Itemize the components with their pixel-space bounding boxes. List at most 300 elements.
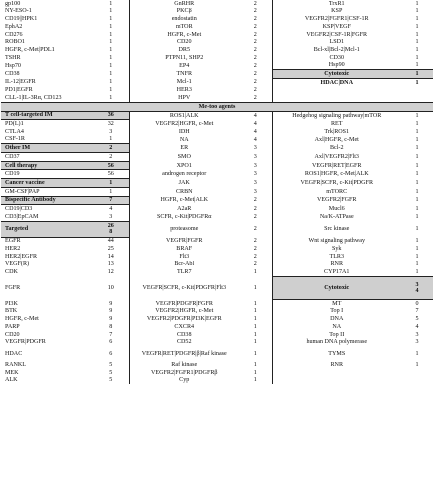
target-name-cell: Hsp70 <box>5 62 21 69</box>
target-name-cell: VEGFR2|HGFR, c-Met <box>129 120 239 128</box>
target-name-cell: VEGFR2|PDGFR|PI3K|EGFR <box>129 315 239 323</box>
count-cell: 2 <box>253 95 257 102</box>
count-cell: 6 <box>109 350 113 357</box>
count-value: 3 <box>415 281 419 288</box>
target-name-cell: TNFR <box>129 70 239 79</box>
target-name-cell: CRBN <box>129 187 239 196</box>
count-cell: 7 <box>93 196 129 205</box>
target-name-cell: Bcr-Abl <box>129 261 239 269</box>
count-cell: 1 <box>415 128 419 135</box>
count-cell: 44 <box>107 238 114 245</box>
table-row <box>1 0 433 8</box>
table-row <box>1 46 433 54</box>
count-cell: 1 <box>109 8 113 15</box>
target-name-cell: Flt3 <box>129 253 239 261</box>
count-cell: 1 <box>401 70 433 79</box>
count-cell: 1 <box>415 162 419 169</box>
count-cell: 1 <box>415 246 419 253</box>
count-cell: 3 <box>253 145 257 152</box>
count-cell: 3 <box>109 128 113 135</box>
count-cell: 2 <box>253 31 257 38</box>
count-cell: 1 <box>109 188 113 195</box>
target-name-cell: BTK <box>5 308 18 315</box>
target-name-cell: TLR7 <box>129 268 239 276</box>
count-cell: 4 <box>253 120 257 127</box>
target-name-cell: IL-12|EGFR <box>5 79 36 86</box>
target-name-cell: JAK <box>129 179 239 188</box>
target-name-cell: KSP <box>272 8 401 16</box>
count-cell: 1 <box>415 253 419 260</box>
count-cell: 2 <box>93 144 129 153</box>
count-cell: 1 <box>415 350 419 357</box>
table-row <box>1 323 433 331</box>
target-name-cell: Cytotoxic <box>272 277 401 300</box>
count-cell: 5 <box>109 377 113 384</box>
target-name-cell: Axl|HGFR, c-Met <box>272 136 401 144</box>
target-name-cell: FGFR <box>5 284 21 291</box>
count-cell: 1 <box>109 70 113 77</box>
target-name-cell: TYMS <box>272 346 401 361</box>
count-cell: 4 <box>253 128 257 135</box>
table-row <box>1 31 433 39</box>
count-cell: 1 <box>253 300 257 307</box>
target-name-cell: CD19||HPK1 <box>5 16 38 23</box>
target-name-cell: VEGFR|SCFR, c-Kit|PDGFR <box>272 179 401 188</box>
target-name-cell: VEGFR|SCFR, c-Kit|PDGFR|Flt3 <box>129 277 239 300</box>
target-name-cell: PD1|EGFR <box>5 87 33 94</box>
target-name-cell: HPV <box>129 94 239 102</box>
count-cell: 1 <box>253 361 257 368</box>
table-row <box>1 38 433 46</box>
target-name-cell: Cyp <box>129 377 239 385</box>
count-cell: 1 <box>253 350 257 357</box>
count-cell: 2 <box>253 213 257 220</box>
target-name-cell: proteasome <box>129 221 239 237</box>
section-header: Me-too agents <box>1 102 433 111</box>
count-cell: 9 <box>109 316 113 323</box>
count-cell: 1 <box>109 95 113 102</box>
count-cell: 12 <box>107 269 114 276</box>
count-cell: 3 <box>253 153 257 160</box>
count-cell: 1 <box>253 331 257 338</box>
target-name-cell: HGFR, c-Met <box>129 31 239 39</box>
table-row <box>1 205 433 213</box>
target-name-cell: Mcl-1 <box>129 78 239 86</box>
table-row <box>1 369 433 377</box>
count-cell: 3 <box>415 339 419 346</box>
target-name-cell: VEGFR2|HGFR, c-Met <box>129 308 239 316</box>
target-name-cell: CYP17A1 <box>272 268 401 276</box>
target-name-cell: CD38 <box>5 70 20 77</box>
count-cell: 2 <box>253 246 257 253</box>
table-row <box>1 62 433 70</box>
target-name-cell: VEGFR|PDGFR|FGFR <box>129 300 239 308</box>
count-cell: 1 <box>415 39 419 46</box>
target-name-cell: Hedgehog signaling pathway|mTOR <box>272 111 401 120</box>
count-cell: 1 <box>415 238 419 245</box>
count-cell: 4 <box>109 205 113 212</box>
target-name-cell: Hsp90 <box>272 62 401 70</box>
target-name-cell: endostatin <box>129 15 239 23</box>
target-name-cell: PKCβ <box>129 8 239 16</box>
table-row <box>1 23 433 31</box>
target-name-cell: RNR <box>272 261 401 269</box>
target-name-cell: VEGFR2|CSF-1R|FGFR <box>272 31 401 39</box>
target-name-cell: CD19|CD3 <box>5 205 33 212</box>
count-cell: 1 <box>109 39 113 46</box>
count-cell: 1 <box>415 54 419 61</box>
table-row <box>1 153 433 162</box>
target-name-cell: PARP <box>5 323 20 330</box>
table-row <box>1 87 433 95</box>
count-cell: 1 <box>415 120 419 127</box>
target-name-cell: DR5 <box>129 46 239 54</box>
target-name-cell: KSP|VEGF <box>272 23 401 31</box>
count-cell: 2 <box>109 153 113 160</box>
target-name-cell: HER2|EGFR <box>5 253 38 260</box>
target-name-cell: Cancer vaccine <box>1 179 93 188</box>
target-name-cell: VEGFR2|FGFR <box>272 196 401 205</box>
count-cell: 2 <box>253 54 257 61</box>
target-name-cell: HGFR, c-Met <box>5 316 39 323</box>
count-cell: 2 <box>253 253 257 260</box>
target-name-cell: Top II <box>272 331 401 339</box>
count-cell: 1 <box>415 23 419 30</box>
count-cell: 1 <box>109 87 113 94</box>
count-cell: 2 <box>253 70 257 77</box>
table-row <box>1 144 433 153</box>
count-cell: 2 <box>253 8 257 15</box>
table-row <box>1 300 433 308</box>
count-cell: 1 <box>415 0 419 7</box>
count-cell: 2 <box>253 46 257 53</box>
count-cell: 5 <box>415 316 419 323</box>
table-row <box>1 179 433 188</box>
target-name-cell: CTLA4 <box>5 128 24 135</box>
count-cell: 25 <box>107 246 114 253</box>
target-name-cell: BRAF <box>129 245 239 253</box>
target-name-cell: Bispecific Antibody <box>1 196 93 205</box>
count-value: 26 <box>107 222 114 229</box>
target-name-cell: Src kinase <box>272 221 401 237</box>
target-name-cell: HDAC|DNA <box>272 78 401 86</box>
target-name-cell: CD20 <box>5 331 20 338</box>
count-cell: 56 <box>93 161 129 170</box>
count-cell: 1 <box>109 62 113 69</box>
count-cell: 3 <box>253 179 257 186</box>
table-row <box>1 338 433 346</box>
count-cell: 1 <box>253 269 257 276</box>
table-row <box>1 70 433 79</box>
target-name-cell: mTOR <box>129 23 239 31</box>
target-name-cell: VEGFR|PDGFR <box>5 339 46 346</box>
table-row <box>1 253 433 261</box>
target-name-cell <box>272 87 401 95</box>
target-name-cell: PD(L)1 <box>5 121 24 128</box>
count-cell: 1 <box>415 197 419 204</box>
table-row <box>1 245 433 253</box>
table-row <box>1 308 433 316</box>
target-name-cell: SMO <box>129 153 239 162</box>
table-row <box>1 161 433 170</box>
target-name-cell: ER <box>129 144 239 153</box>
count-cell: 5 <box>109 361 113 368</box>
count-cell: 1 <box>415 16 419 23</box>
target-name-cell: TLR3 <box>272 253 401 261</box>
target-name-cell: NY-ESO-1 <box>5 8 32 15</box>
target-name-cell: LSD1 <box>272 38 401 46</box>
table-row <box>1 136 433 144</box>
count-cell: 1 <box>253 369 257 376</box>
count-cell: 14 <box>107 253 114 260</box>
count-cell: 2 <box>253 197 257 204</box>
table-row <box>1 196 433 205</box>
count-cell: 1 <box>415 153 419 160</box>
target-name-cell: GM-CSF|PAP <box>5 188 40 195</box>
target-name-cell: CD37 <box>5 153 20 160</box>
table-row <box>1 331 433 339</box>
table-row <box>1 128 433 136</box>
count-cell: 4 <box>253 112 257 119</box>
target-name-cell: androgen receptor <box>129 170 239 179</box>
count-cell: 2 <box>253 62 257 69</box>
count-cell: 2 <box>253 16 257 23</box>
count-cell: 1 <box>93 179 129 188</box>
count-cell: 2 <box>253 261 257 268</box>
target-name-cell: Raf kinase <box>129 361 239 369</box>
count-cell: 1 <box>415 171 419 178</box>
count-cell: 8 <box>109 323 113 330</box>
target-name-cell: VEGFR2|FGFR1|PDGFRβ <box>129 369 239 377</box>
count-cell: 1 <box>415 188 419 195</box>
target-name-cell: TSHR <box>5 54 21 61</box>
target-name-cell: CD20 <box>129 38 239 46</box>
count-cell: 1 <box>109 136 113 143</box>
count-cell: 1 <box>253 316 257 323</box>
count-cell: 1 <box>415 112 419 119</box>
table-row <box>1 221 433 237</box>
target-name-cell: CXCR4 <box>129 323 239 331</box>
target-name-cell: VEGFR|FGFR <box>129 237 239 245</box>
count-cell: 1 <box>415 213 419 220</box>
count-cell: 1 <box>415 145 419 152</box>
target-name-cell: VEGFR|RET|PDGFR|β|Raf kinase <box>129 346 239 361</box>
target-name-cell: MT <box>272 300 401 308</box>
count-cell: 1 <box>415 179 419 186</box>
target-name-cell: MEK <box>5 369 19 376</box>
target-name-cell: CD3|EpCAM <box>5 213 39 220</box>
count-cell: 1 <box>415 361 419 368</box>
target-name-cell <box>272 94 401 102</box>
count-cell: 2 <box>253 226 257 233</box>
target-name-cell: Wnt signaling pathway <box>272 237 401 245</box>
table-row <box>1 237 433 245</box>
target-name-cell: Na/K-ATPase <box>272 213 401 221</box>
count-cell <box>401 369 433 377</box>
target-name-cell: Mucl6 <box>272 205 401 213</box>
target-name-cell: TrxR1 <box>272 0 401 8</box>
count-cell <box>401 377 433 385</box>
category-count <box>93 221 129 237</box>
count-cell <box>401 277 433 300</box>
count-cell: 7 <box>109 331 113 338</box>
target-name-cell: Cytotoxic <box>272 70 401 79</box>
count-cell: 2 <box>253 238 257 245</box>
count-cell: 6 <box>109 339 113 346</box>
count-cell: 4 <box>253 136 257 143</box>
target-name-cell: gp100 <box>5 0 21 7</box>
target-name-cell: CDK <box>5 269 18 276</box>
target-name-cell: ROBO1 <box>5 39 25 46</box>
target-name-cell: T cell-targeted IM <box>1 111 93 120</box>
count-value: 4 <box>415 288 419 294</box>
table-row <box>1 277 433 300</box>
target-name-cell: VEGFR2|FGFR1|CSF-1R <box>272 15 401 23</box>
target-name-cell: PTPN11, SHP2 <box>129 54 239 62</box>
count-cell: 56 <box>107 171 114 178</box>
target-name-cell: EP4 <box>129 62 239 70</box>
table-row <box>1 120 433 128</box>
count-cell: 1 <box>109 31 113 38</box>
count-cell: 1 <box>415 31 419 38</box>
table-row <box>1 261 433 269</box>
table-row <box>1 111 433 120</box>
count-cell: 2 <box>253 0 257 7</box>
count-cell: 1 <box>253 377 257 384</box>
target-name-cell: NA <box>272 323 401 331</box>
target-name-cell: EGFR <box>5 238 21 245</box>
table-row <box>1 361 433 369</box>
target-name-cell: Other IM <box>1 144 93 153</box>
count-cell: 2 <box>253 23 257 30</box>
count-cell: 1 <box>253 339 257 346</box>
target-name-cell: CD52 <box>129 338 239 346</box>
count-cell: 1 <box>415 261 419 268</box>
target-name-cell: ALK <box>5 377 18 384</box>
target-name-cell: Top I <box>272 308 401 316</box>
count-cell: 1 <box>253 308 257 315</box>
table-row <box>1 377 433 385</box>
target-name-cell: ROS1|ALK <box>129 111 239 120</box>
target-name-cell: HER3 <box>129 87 239 95</box>
target-name-cell: PI3K <box>5 300 18 307</box>
target-name-cell: Axl|VEGFR2|Flt3 <box>272 153 401 162</box>
target-name-cell: GnRHR <box>129 0 239 8</box>
count-cell: 1 <box>109 16 113 23</box>
count-cell: 2 <box>253 39 257 46</box>
count-cell: 2 <box>253 205 257 212</box>
count-cell: 9 <box>109 308 113 315</box>
target-name-cell: Cell therapy <box>1 161 93 170</box>
count-cell: 1 <box>415 46 419 53</box>
table-row <box>1 54 433 62</box>
count-value: 8 <box>109 229 113 236</box>
target-name-cell: IDH <box>129 128 239 136</box>
section-header-row <box>1 102 433 111</box>
target-name-cell: HDAC <box>5 350 23 357</box>
count-cell <box>401 87 433 95</box>
target-name-cell: HGFR, c-Met|PDL1 <box>5 46 55 53</box>
count-cell: 1 <box>415 8 419 15</box>
target-name-cell: CD38 <box>129 331 239 339</box>
category-header: Targeted <box>1 221 93 237</box>
count-cell: 36 <box>93 111 129 120</box>
target-name-cell: A2aR <box>129 205 239 213</box>
count-cell: 1 <box>109 46 113 53</box>
target-name-cell: XPO1 <box>129 161 239 170</box>
target-name-cell: human DNA polymerase <box>272 338 401 346</box>
count-cell: 0 <box>415 300 419 307</box>
count-cell: 10 <box>107 284 114 291</box>
target-name-cell <box>272 369 401 377</box>
target-name-cell: NA <box>129 136 239 144</box>
count-cell: 13 <box>107 261 114 268</box>
count-cell: 1 <box>415 136 419 143</box>
target-name-cell: CD276 <box>5 31 23 38</box>
count-cell: 1 <box>401 268 433 276</box>
target-name-cell: RANKL <box>5 361 26 368</box>
target-name-cell: HGFR, c-Met|ALK <box>129 196 239 205</box>
target-name-cell: EphA2 <box>5 23 23 30</box>
target-name-cell: ROS1|HGFR, c-Met|ALK <box>272 170 401 179</box>
count-cell: 1 <box>253 323 257 330</box>
table-row <box>1 78 433 86</box>
target-name-cell <box>272 377 401 385</box>
count-cell: 3 <box>253 171 257 178</box>
count-cell: 1 <box>415 205 419 212</box>
table-row <box>1 15 433 23</box>
target-name-cell: SCFR, c-Kit|PDGFRα <box>129 213 239 221</box>
table-row <box>1 315 433 323</box>
target-name-cell: CSF-1R <box>5 136 25 143</box>
table-row <box>1 268 433 276</box>
count-cell: 1 <box>253 284 257 291</box>
count-cell: 32 <box>107 121 114 128</box>
count-cell: 4 <box>415 323 419 330</box>
count-cell: 1 <box>109 23 113 30</box>
table-row <box>1 8 433 16</box>
drug-target-table <box>1 0 433 384</box>
count-cell: 2 <box>253 87 257 94</box>
target-name-cell: RNR <box>272 361 401 369</box>
target-name-cell: VEGF(R) <box>5 261 30 268</box>
count-cell: 1 <box>109 54 113 61</box>
count-cell: 7 <box>415 308 419 315</box>
target-name-cell: Syk <box>272 245 401 253</box>
table-row <box>1 170 433 179</box>
target-name-cell: CD19 <box>5 171 20 178</box>
target-name-cell: Trk|ROS1 <box>272 128 401 136</box>
table-row <box>1 346 433 361</box>
target-name-cell: CD30 <box>272 54 401 62</box>
target-name-cell: HER2 <box>5 246 21 253</box>
target-name-cell: RET <box>272 120 401 128</box>
count-cell: 3 <box>109 213 113 220</box>
count-cell <box>401 94 433 102</box>
count-cell: 2 <box>253 79 257 86</box>
table-row <box>1 187 433 196</box>
target-name-cell: mTORC <box>272 187 401 196</box>
count-cell: 3 <box>253 188 257 195</box>
table-row <box>1 213 433 221</box>
count-cell: 1 <box>415 79 419 86</box>
count-cell: 1 <box>109 0 113 7</box>
count-cell: 1 <box>415 62 419 69</box>
count-cell: 3 <box>415 331 419 338</box>
count-cell: 9 <box>109 300 113 307</box>
target-name-cell: VEGFR|RET|EGFR <box>272 161 401 170</box>
target-name-cell: Bcl-2 <box>272 144 401 153</box>
